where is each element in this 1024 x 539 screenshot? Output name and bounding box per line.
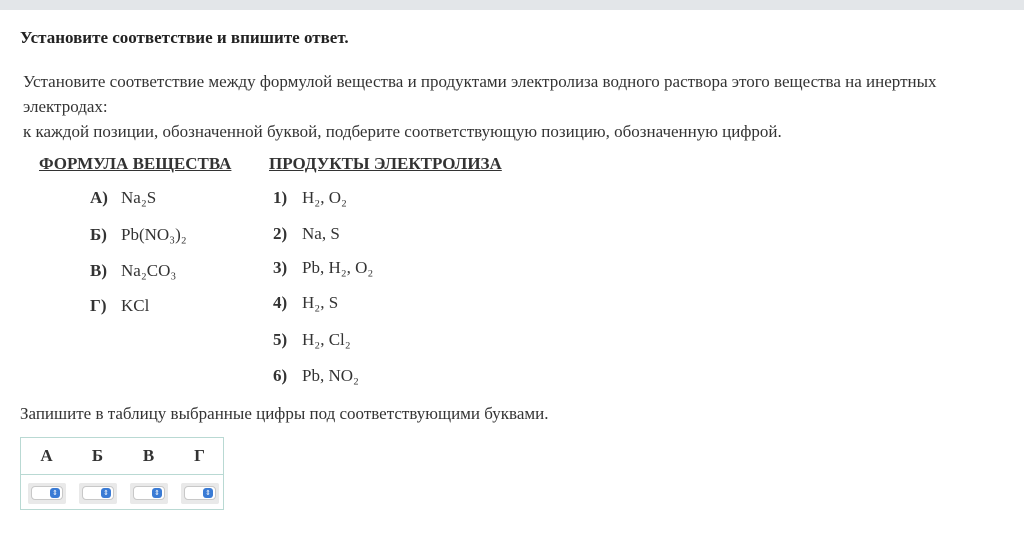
- updown-arrows-icon: ⇕: [152, 488, 162, 498]
- product-label: 2): [273, 224, 288, 243]
- question-line-1: Установите соответствие между формулой вещества и продуктами электролиза водного раствора этого вещества на инертных электродах:: [23, 72, 937, 116]
- product-label: 4): [273, 293, 288, 312]
- formula-item-g: [90, 296, 149, 316]
- answer-header-a: А: [40, 446, 53, 465]
- product-text: Pb, NO₂: [302, 366, 359, 385]
- product-text: Pb, H₂, O₂: [302, 258, 374, 277]
- product-label: 3): [273, 258, 288, 277]
- formula-column-header: ФОРМУЛА ВЕЩЕСТВА: [39, 154, 232, 173]
- product-text: H₂, Cl₂: [302, 330, 351, 349]
- formula-text: KCl: [121, 296, 150, 315]
- product-item-2: [273, 224, 340, 244]
- formula-label: В): [90, 261, 107, 280]
- answer-table: [20, 437, 224, 510]
- answer-cell-g: [181, 483, 219, 504]
- product-item-3: [273, 258, 373, 278]
- answer-header-v: В: [142, 446, 155, 465]
- updown-arrows-icon: ⇕: [203, 488, 213, 498]
- product-text: Na, S: [302, 224, 340, 243]
- answer-header-g: Г: [194, 446, 205, 465]
- formula-label: Г): [90, 296, 107, 315]
- answer-header-b: Б: [91, 446, 104, 465]
- answer-select-v[interactable]: [133, 486, 165, 500]
- question-text: [23, 69, 1013, 144]
- product-item-1: [273, 188, 347, 208]
- answer-select-a[interactable]: [31, 486, 63, 500]
- product-label: 5): [273, 330, 288, 349]
- product-text: H₂, O₂: [302, 188, 347, 207]
- formula-item-v: [90, 261, 176, 281]
- product-label: 6): [273, 366, 288, 385]
- formula-label: А): [90, 188, 108, 207]
- formula-text: Na₂CO₃: [121, 261, 177, 280]
- product-label: 1): [273, 188, 288, 207]
- product-text: H₂, S: [302, 293, 339, 312]
- formula-text: Na₂S: [121, 188, 157, 207]
- question-line-2: к каждой позиции, обозначенной буквой, подберите соответствующую позицию, обозначенную цифрой.: [23, 122, 782, 141]
- answer-table-header: [21, 438, 223, 475]
- formula-item-a: [90, 188, 156, 208]
- updown-arrows-icon: ⇕: [101, 488, 111, 498]
- product-item-4: [273, 293, 338, 313]
- formula-text: Pb(NO₃)₂: [121, 225, 187, 244]
- formula-label: Б): [90, 225, 107, 244]
- answer-cell-b: [79, 483, 117, 504]
- products-column-header: ПРОДУКТЫ ЭЛЕКТРОЛИЗА: [269, 154, 502, 173]
- top-strip: [0, 0, 1024, 10]
- updown-arrows-icon: ⇕: [50, 488, 60, 498]
- product-item-6: [273, 366, 359, 386]
- answer-select-b[interactable]: [82, 486, 114, 500]
- task-title: Установите соответствие и впишите ответ.: [20, 28, 349, 47]
- instruction-text: Запишите в таблицу выбранные цифры под соответствующими буквами.: [20, 404, 549, 423]
- product-item-5: [273, 330, 351, 350]
- answer-cell-a: [28, 483, 66, 504]
- formula-item-b: [90, 225, 187, 245]
- answer-select-g[interactable]: [184, 486, 216, 500]
- answer-cell-v: [130, 483, 168, 504]
